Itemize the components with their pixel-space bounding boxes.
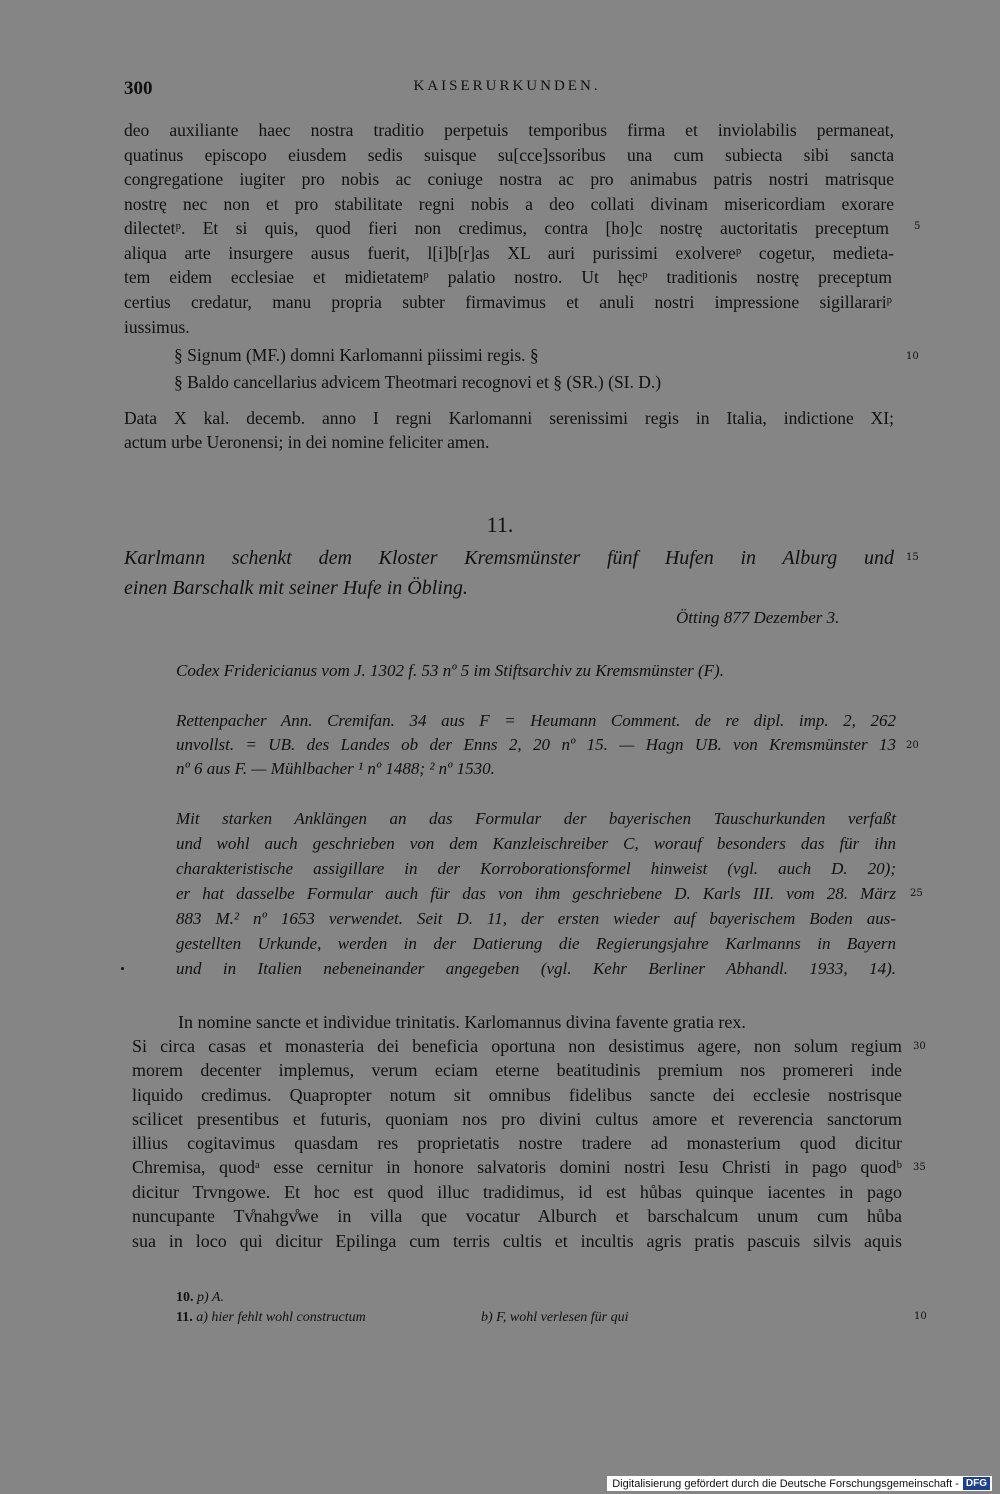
- line-number: 10: [914, 1311, 927, 1322]
- recognition-line: § Baldo cancellarius advicem Theotmari recognovi et § (SR.) (SI. D.): [174, 372, 662, 392]
- text-line: dilectetᵖ. Et si quis, quod fieri non credimus, contra [ho]c nostrę auctoritatis preceptum: [124, 218, 889, 238]
- text-line: morem decenter implemus, verum eciam eterne beatitudinis premium nos promereri inde: [132, 1060, 902, 1080]
- text-line: nostrę nec non et pro stabilitate regni nobis a deo collati divinam misericordiam exorare: [124, 194, 894, 214]
- text-line: aliqua arte insurgere ausus fuerit, l[i]b[r]as XL auri purissimi exolvereᵖ cogetur, medieta-: [124, 243, 894, 263]
- text-line: congregatione iugiter pro nobis ac coniuge nostra ac pro animabus patris nostri matrisque: [124, 169, 894, 189]
- page-header: [124, 78, 890, 102]
- page-number: 300: [124, 78, 153, 99]
- running-head: KAISERURKUNDEN.: [413, 78, 601, 94]
- footnote-label: 11.: [176, 1310, 193, 1325]
- regest-line: einen Barschalk mit seiner Hufe in Öbling.: [124, 577, 468, 599]
- text-line: sua in loco qui dicitur Epilinga cum terris cultis et incultis agris pratis pascuis silvis aquis: [132, 1231, 902, 1251]
- footnote-10: [176, 1290, 224, 1306]
- footnote-text: b) F, wohl verlesen für qui: [481, 1310, 629, 1325]
- dating-line: actum urbe Ueronensi; in dei nomine feliciter amen.: [124, 432, 490, 452]
- document-number: 11.: [486, 512, 514, 537]
- codex-line: Codex Fridericianus vom J. 1302 f. 53 nº 5 im Stiftsarchiv zu Kremsmünster (F).: [176, 661, 724, 680]
- line-number: 30: [913, 1041, 926, 1052]
- text-line: quatinus episcopo eiusdem sedis suisque su[cce]ssoribus una cum subiecta sibi sancta: [124, 145, 894, 165]
- line-number: 15: [906, 552, 919, 563]
- text-line: In nomine sancte et individue trinitatis. Karlomannus divina favente gratia rex.: [178, 1012, 746, 1032]
- commentary-line: gestellten Urkunde, werden in der Datierung die Regierungsjahre Karlmanns in Bayern: [176, 934, 896, 953]
- regest-line: Karlmann schenkt dem Kloster Kremsmünster fünf Hufen in Alburg und: [124, 547, 894, 569]
- text-line: iussimus.: [124, 317, 190, 337]
- text-line: Chremisa, quodᵃ esse cernitur in honore salvatoris domini nostri Iesu Christi in pago quodᵇ: [132, 1157, 902, 1177]
- stray-mark: [121, 967, 124, 970]
- text-line: tem eidem ecclesiae et midietatemᵖ palatio nostro. Ut hęcᵖ traditionis nostrę preceptum: [124, 267, 892, 287]
- text-line: nuncupante Tv̊nahgv̊we in villa que vocatur Alburch et barschalcum unum cum hůba: [132, 1206, 902, 1226]
- dating-line: Data X kal. decemb. anno I regni Karlomanni serenissimi regis in Italia, indictione XI;: [124, 408, 894, 428]
- digitization-footer: [607, 1476, 992, 1491]
- text-line: Si circa casas et monasteria dei beneficia oportuna non desistimus agere, non solum regium: [132, 1036, 902, 1056]
- edition-line: unvollst. = UB. des Landes ob der Enns 2, 20 nº 15. — Hagn UB. von Kremsmünster 13: [176, 735, 896, 754]
- line-number: 25: [910, 888, 923, 899]
- commentary-line: 883 M.² nº 1653 verwendet. Seit D. 11, der ersten wieder auf bayerischem Boden aus-: [176, 909, 896, 928]
- commentary-line: und wohl auch geschrieben von dem Kanzleischreiber C, worauf besonders das für ihn: [176, 834, 896, 853]
- line-number: 35: [913, 1162, 926, 1173]
- line-number: 5: [914, 221, 921, 232]
- footer-text: Digitalisierung gefördert durch die Deutsche Forschungsgemeinschaft -: [612, 1477, 959, 1490]
- commentary-line: charakteristische assigillare in der Korroborationsformel hinweist (vgl. auch D. 20);: [176, 859, 896, 878]
- commentary-line: und in Italien nebeneinander angegeben (vgl. Kehr Berliner Abhandl. 1933, 14).: [176, 959, 896, 978]
- commentary-line: Mit starken Anklängen an das Formular der bayerischen Tauschurkunden verfaßt: [176, 809, 896, 828]
- signum-line: § Signum (MF.) domni Karlomanni piissimi regis. §: [174, 345, 539, 365]
- text-line: scilicet presentibus et futuris, quoniam nos pro divini cultus amore et reverencia sanctorum: [132, 1109, 902, 1129]
- text-line: deo auxiliante haec nostra traditio perpetuis temporibus firma et inviolabilis permaneat,: [124, 120, 894, 140]
- dfg-logo: DFG: [963, 1477, 990, 1490]
- line-number: 20: [906, 740, 919, 751]
- text-line: illius cogitavimus quasdam res proprietatis nostre tradere ad monasterium quod dicitur: [132, 1133, 902, 1153]
- text-line: liquido credimus. Quapropter notum sit omnibus fidelibus sancte dei ecclesie nostrisque: [132, 1085, 902, 1105]
- footnote-11: [176, 1310, 629, 1326]
- commentary-line: er hat dasselbe Formular auch für das von ihm geschriebene D. Karls III. vom 28. März: [176, 884, 896, 903]
- footnote-text: p) A.: [197, 1290, 224, 1305]
- edition-line: Rettenpacher Ann. Cremifan. 34 aus F = Heumann Comment. de re dipl. imp. 2, 262: [176, 711, 896, 730]
- footnote-text: a) hier fehlt wohl constructum: [196, 1310, 366, 1325]
- line-number: 10: [906, 351, 919, 362]
- text-line: dicitur Trvngowe. Et hoc est quod illuc tradidimus, id est hůbas quinque iacentes in pago: [132, 1182, 902, 1202]
- place-date: Ötting 877 Dezember 3.: [676, 608, 840, 627]
- edition-line: nº 6 aus F. — Mühlbacher ¹ nº 1488; ² nº 1530.: [176, 759, 495, 778]
- text-line: certius credatur, manu propria subter firmavimus et anuli nostri impressione sigillarariᵖ: [124, 292, 892, 312]
- footnote-label: 10.: [176, 1290, 194, 1305]
